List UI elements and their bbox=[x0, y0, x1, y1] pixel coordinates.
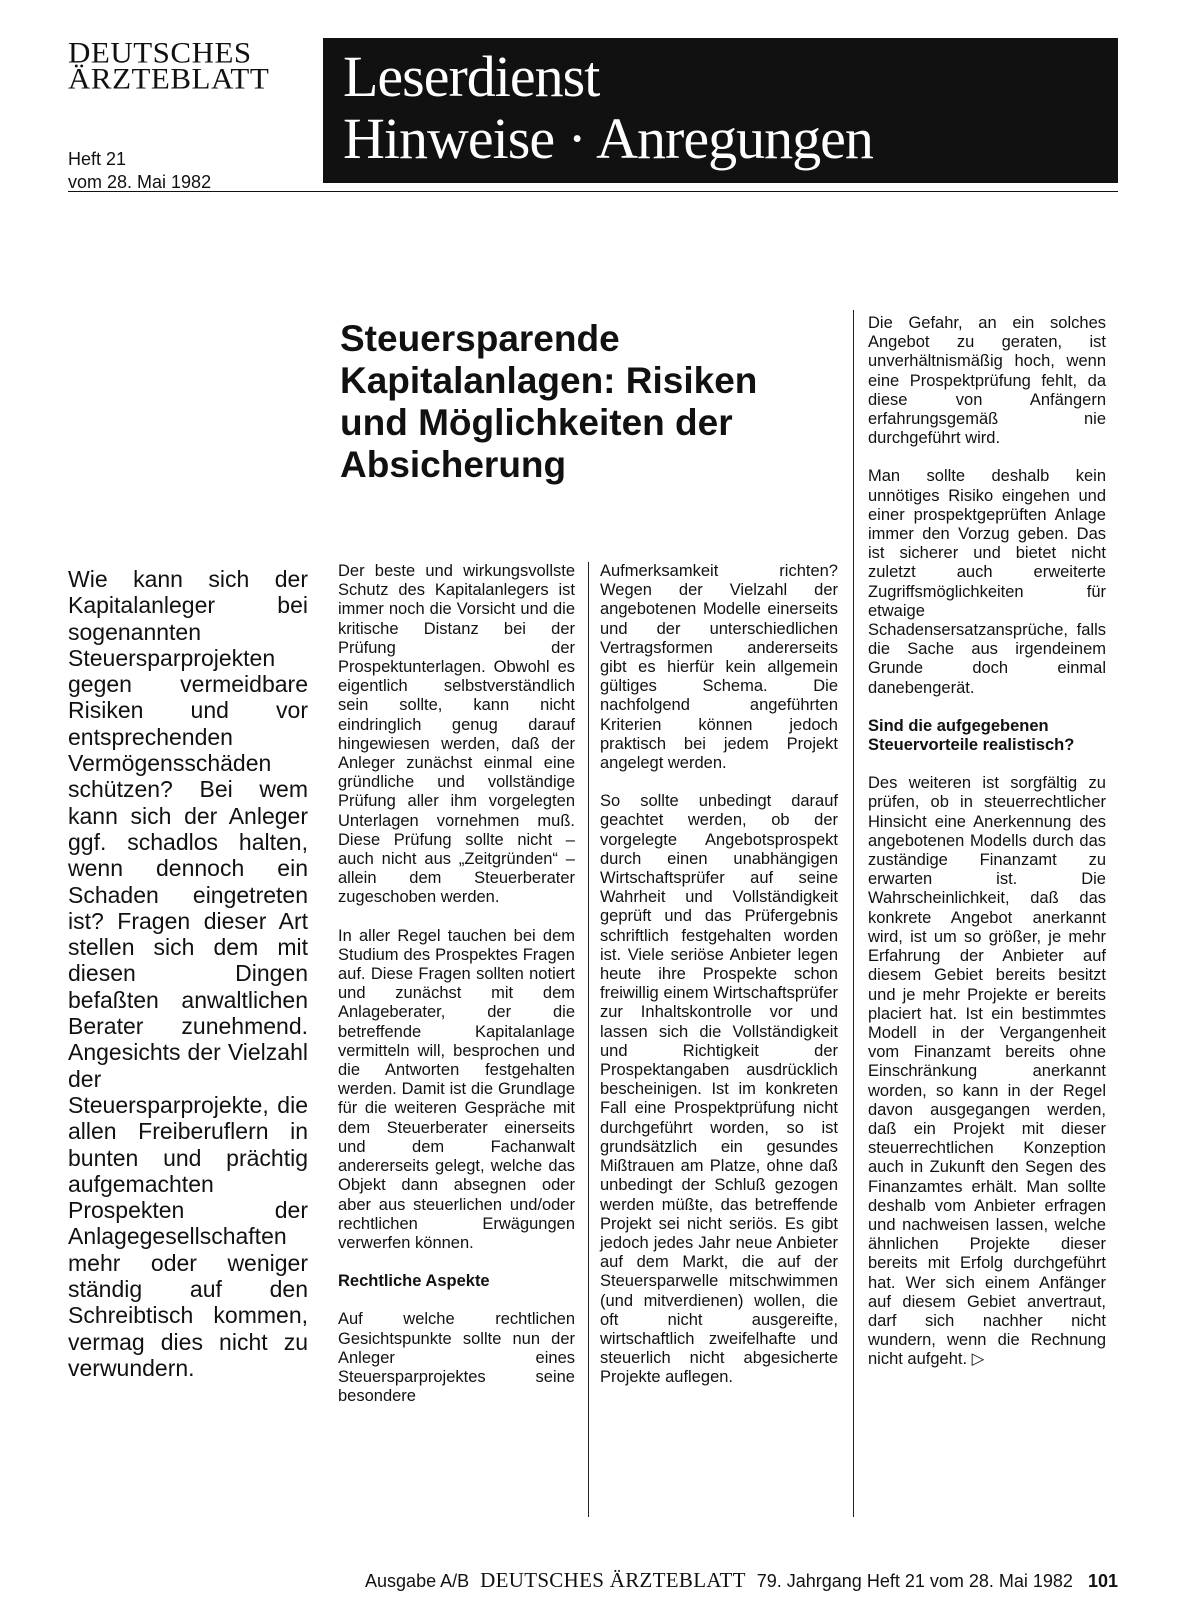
masthead-line-2: ÄRZTEBLATT bbox=[68, 61, 270, 96]
paragraph: Aufmerksamkeit richten? Wegen der Vielzahl der angebotenen Modelle einerseits und der unterschiedlichen Vertragsformen andererseits gibt es hierfür kein allgemein gültiges Schema. Die nachfolgend angeführten Kriterien können jedoch praktisch bei jedem Projekt angelegt werden. bbox=[600, 562, 838, 773]
paragraph: So sollte unbedingt darauf geachtet werden, ob der vorgelegte Angebotsprospekt durch einen unabhängigen Wirtschaftsprüfer auf seine Wahrheit und Vollständigkeit geprüft und das Prüfergebnis schriftlich festgehalten worden ist. Viele seriöse Anbieter legen heute ihre Prospekte schon freiwillig einem Wirtschaftsprüfer zur Inhaltskontrolle vor und lassen sich die Vollständigkeit und Richtigkeit der Prospektangaben ausdrücklich bescheinigen. Ist im konkreten Fall eine Prospektprüfung nicht durchgeführt worden, so ist grundsätzlich ein gesundes Mißtrauen am Platze, ohne daß unbedingt der Schluß gezogen werden müßte, das betreffende Projekt sei nicht seriös. Es gibt jedoch jedes Jahr neue Anbieter auf dem Markt, die auf der Steuersparwelle mitschwimmen (und mitverdienen) wollen, die oft nicht ausgereifte, wirtschaftlich zweifelhafte und steuerlich nicht abgesicherte Projekte auflegen. bbox=[600, 792, 838, 1387]
paragraph: Auf welche rechtlichen Gesichtspunkte sollte nun der Anleger eines Steuersparprojektes seine besondere bbox=[338, 1310, 575, 1406]
page-number: 101 bbox=[1087, 1571, 1118, 1591]
footer-edition: Ausgabe A/B bbox=[365, 1571, 470, 1591]
issue-number: Heft 21 bbox=[68, 149, 127, 169]
footer-publication: DEUTSCHES ÄRZTEBLATT bbox=[480, 1568, 746, 1592]
banner-title-line-1: Leserdienst bbox=[343, 44, 600, 109]
article-column-2 bbox=[600, 562, 838, 1407]
paragraph: Man sollte deshalb kein unnötiges Risiko eingehen und einer prospektgeprüften Anlage immer den Vorzug geben. Das ist sicherer und bietet nicht zuletzt auch erweiterte Zugriffsmöglichkeiten für etwaige Schadensersatzansprüche, falls die Sache aus irgendeinem Grunde doch einmal danebengerät. bbox=[868, 467, 1106, 697]
section-heading: Sind die aufgegebenen Steuervorteile realistisch? bbox=[868, 716, 1075, 755]
masthead-line-1: DEUTSCHES bbox=[68, 35, 252, 70]
column-divider bbox=[853, 310, 854, 1517]
section-banner bbox=[323, 38, 1118, 183]
paragraph: Die Gefahr, an ein solches Angebot zu geraten, ist unverhältnismäßig hoch, wenn eine Prospektprüfung fehlt, da diese von Anfängern erfahrungsgemäß nie durchgeführt wird. bbox=[868, 314, 1106, 448]
article-column-1 bbox=[338, 562, 575, 1425]
column-divider bbox=[588, 562, 589, 1517]
article-intro: Wie kann sich der Kapitalanleger bei sogenannten Steuersparprojekten gegen vermeidbare Risiken und vor entsprechenden Vermögensschäden schützen? Bei wem kann sich der Anleger ggf. schadlos halten, wenn dennoch ein Schaden eingetreten ist? Fragen dieser Art stellen sich dem mit diesen Dingen befaßten anwaltlichen Berater zunehmend. Angesichts der Vielzahl der Steuersparprojekte, die allen Freiberuflern in bunten und prächtig aufgemachten Prospekten der Anlagegesellschaften mehr oder weniger ständig auf den Schreibtisch kommen, vermag dies nicht zu verwundern. bbox=[68, 566, 308, 1381]
paragraph: Des weiteren ist sorgfältig zu prüfen, ob in steuerrechtlicher Hinsicht eine Anerkennung des angebotenen Modells durch das zuständige Finanzamt zu erwarten ist. Die Wahrscheinlichkeit, daß das konkrete Angebot anerkannt wird, ist um so größer, je mehr Erfahrung der Anbieter auf diesem Gebiet bereits besitzt und je mehr Projekte er bereits placiert hat. Ist ein bestimmtes Modell in der Vergangenheit vom Finanzamt bereits ohne Einschränkung anerkannt worden, so kann in der Regel davon ausgegangen werden, daß ein Projekt mit dieser steuerrechtlichen Konzeption auch in Zukunft den Segen des Finanzamtes erhält. Man sollte deshalb vom Anbieter erfragen und nachweisen lassen, welche ähnlichen Projekte dieser bereits mit Erfolg durchgeführt hat. Wer sich einem Anfänger auf diesem Gebiet anvertraut, darf sich nachher nicht wundern, wenn die Rechnung nicht aufgeht. ▷ bbox=[868, 774, 1106, 1369]
footer-volume: 79. Jahrgang Heft 21 vom 28. Mai 1982 bbox=[756, 1571, 1073, 1591]
issue-date: vom 28. Mai 1982 bbox=[68, 172, 212, 192]
issue-info bbox=[68, 148, 211, 194]
paragraph: Der beste und wirkungsvollste Schutz des Kapitalanlegers ist immer noch die Vorsicht und die kritische Distanz bei der Prüfung der Prospektunterlagen. Obwohl es eigentlich selbstverständlich sein sollte, kann nicht eindringlich genug darauf hingewiesen werden, daß der Anleger zunächst einmal eine gründliche und vollständige Prüfung aller ihm vorgelegten Unterlagen vornehmen muß. Diese Prüfung sollte nicht – auch nicht aus „Zeitgründen“ – allein dem Steuerberater zugeschoben werden. bbox=[338, 562, 575, 907]
article-headline: Steuersparende Kapitalanlagen: Risiken und Möglichkeiten der Absicherung bbox=[340, 318, 758, 485]
paragraph: In aller Regel tauchen bei dem Studium des Prospektes Fragen auf. Diese Fragen sollten notiert und zunächst mit dem Anlageberater, der die betreffende Kapitalanlage vermitteln will, besprochen und die Antworten festgehalten werden. Damit ist die Grundlage für die weiteren Gespräche mit dem Steuerberater einerseits und dem Fachanwalt andererseits gelegt, welche das Objekt dann absegnen oder aber aus steuerlichen und/oder rechtlichen Erwägungen verwerfen können. bbox=[338, 926, 575, 1252]
masthead-logo bbox=[68, 35, 308, 96]
banner-title-line-2: Hinweise · Anregungen bbox=[343, 106, 873, 171]
article-column-3 bbox=[868, 314, 1106, 1389]
header-rule bbox=[68, 191, 1118, 192]
page-footer bbox=[280, 1569, 1118, 1592]
section-heading: Rechtliche Aspekte bbox=[338, 1272, 490, 1291]
